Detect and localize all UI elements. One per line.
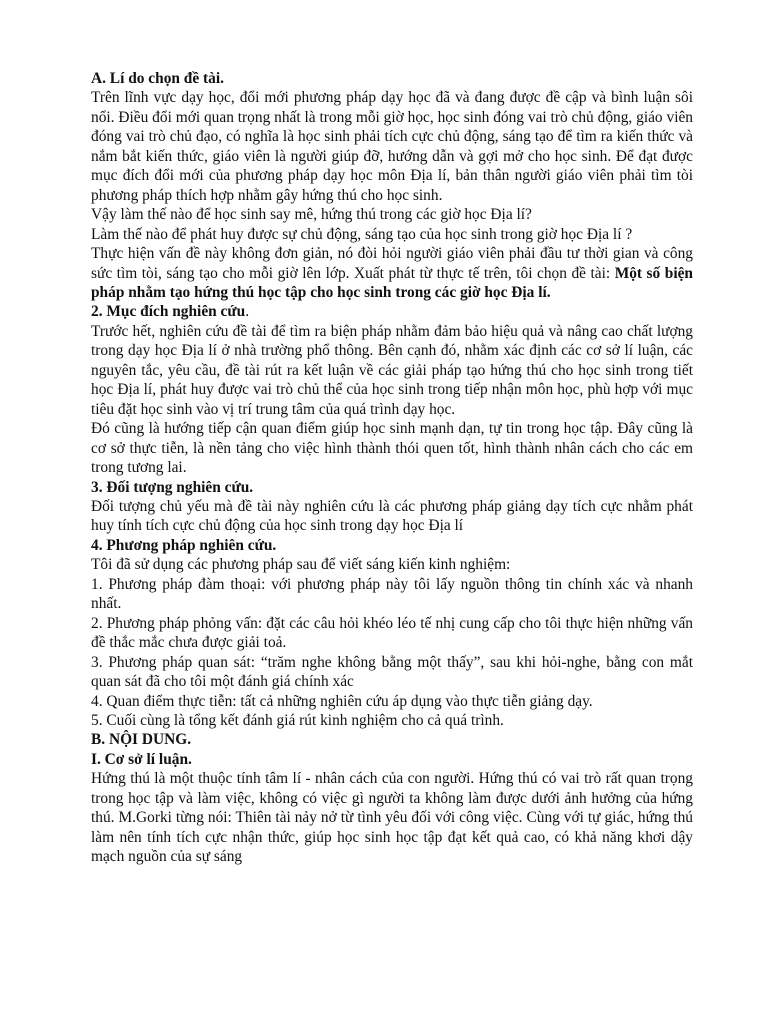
section-4-intro: Tôi đã sử dụng các phương pháp sau để viết sáng kiến kinh nghiệm: [91, 556, 511, 574]
section-a-paragraph-4-text: Thực hiện vấn đề này không đơn giản, nó đòi hỏi người giáo viên phải đầu tư thời gian và công sức tìm tòi, sáng tạo cho mỗi giờ lên lớp. Xuất phát từ thực tế trên, tôi chọn đề tài: [91, 245, 693, 282]
section-3-heading: 3. Đối tượng nghiên cứu. [91, 478, 254, 496]
section-a-paragraph-3: Làm thế nào để phát huy được sự chủ động, sáng tạo của học sinh trong giờ học Địa lí ? [91, 225, 633, 243]
section-2-paragraph-1: Trước hết, nghiên cứu đề tài để tìm ra biện pháp nhằm đảm bảo hiệu quả và nâng cao chất lượng trong dạy học Địa lí ở nhà trường phổ thông. Bên cạnh đó, nhằm xác định các cơ sở lí luận, các nguyên tắc, yêu cầu, đề tài rút ra kết luận về các giải pháp tạo hứng thú cho học sinh trong tiết học Địa lí, phát huy được vai trò chủ thể của học sinh trong tiếp nhận môn học, phù hợp với mục tiêu đặt học sinh vào vị trí trung tâm của quá trình dạy học. [91, 322, 693, 418]
section-a-paragraph-2: Vậy làm thế nào để học sinh say mê, hứng thú trong các giờ học Địa lí? [91, 206, 532, 224]
section-b-heading: B. NỘI DUNG. [91, 731, 192, 749]
section-a-paragraph-1: Trên lĩnh vực dạy học, đổi mới phương pháp dạy học đã và đang được đề cập và bình luận sôi nổi. Điều đổi mới quan trọng nhất là trong mỗi giờ học, học sinh đóng vai trò chủ động, giáo viên đóng vai trò chủ đạo, có nghĩa là học sinh phải tích cực chủ động, sáng tạo để tìm ra kiến thức và nắm bắt kiến thức, giáo viên là người giúp đỡ, hướng dẫn và gợi mở cho học sinh. Để đạt được mục đích đổi mới của phương pháp dạy học môn Địa lí, bản thân người giáo viên phải tìm tòi phương pháp thích hợp nhằm gây hứng thú cho học sinh. [91, 89, 693, 204]
method-list-item: 2. Phương pháp phỏng vấn: đặt các câu hỏi khéo léo tế nhị cung cấp cho tôi thực hiện những vấn đề thắc mắc chưa được giải toả. [91, 614, 693, 652]
section-3-paragraph-1: Đối tượng chủ yếu mà đề tài này nghiên cứu là các phương pháp giảng dạy tích cực nhằm phát huy tính tích cực chủ động của học sinh trong dạy học Địa lí [91, 497, 693, 535]
method-list-item: 3. Phương pháp quan sát: “trăm nghe không bằng một thấy”, sau khi hỏi-nghe, bằng con mắt quan sát đã cho tôi một đánh giá chính xác [91, 653, 693, 691]
section-a-heading: A. Lí do chọn đề tài. [91, 70, 224, 87]
section-4-heading: 4. Phương pháp nghiên cứu. [91, 536, 277, 554]
section-a-paragraph-4 [91, 244, 693, 302]
section-2-heading [91, 302, 693, 321]
section-b-subheading: I. Cơ sở lí luận. [91, 750, 192, 768]
document-page [91, 69, 693, 867]
section-2-heading-text: 2. Mục đích nghiên cứu [91, 303, 246, 321]
section-2-heading-tail: . [245, 303, 250, 321]
section-2-paragraph-2: Đó cũng là hướng tiếp cận quan điểm giúp học sinh mạnh dạn, tự tin trong học tập. Đây cũng là cơ sở thực tiễn, là nền tảng cho việc hình thành thói quen tốt, hình thành nhân cách cho các em trong tương lai. [91, 420, 693, 477]
method-list-item: 1. Phương pháp đàm thoại: với phương pháp này tôi lấy nguồn thông tin chính xác và nhanh nhất. [91, 575, 693, 613]
method-list-item: 4. Quan điểm thực tiễn: tất cả những nghiên cứu áp dụng vào thực tiễn giảng dạy. [91, 692, 593, 710]
topic-title: Một số biện pháp nhằm tạo hứng thú học tập cho học sinh trong các giờ học Địa lí. [91, 264, 693, 301]
section-b-paragraph-1: Hứng thú là một thuộc tính tâm lí - nhân cách của con người. Hứng thú có vai trò rất quan trọng trong học tập và làm việc, không có việc gì người ta không làm được dưới ảnh hưởng của hứng thú. M.Gorki từng nói: Thiên tài nảy nở từ tình yêu đối với công việc. Cùng với tự giác, hứng thú làm nên tính tích cực nhận thức, giúp học sinh học tập đạt kết quả cao, có khả năng khơi dậy mạch nguồn của sự sáng [91, 770, 693, 866]
method-list-item: 5. Cuối cùng là tổng kết đánh giá rút kinh nghiệm cho cả quá trình. [91, 711, 504, 729]
